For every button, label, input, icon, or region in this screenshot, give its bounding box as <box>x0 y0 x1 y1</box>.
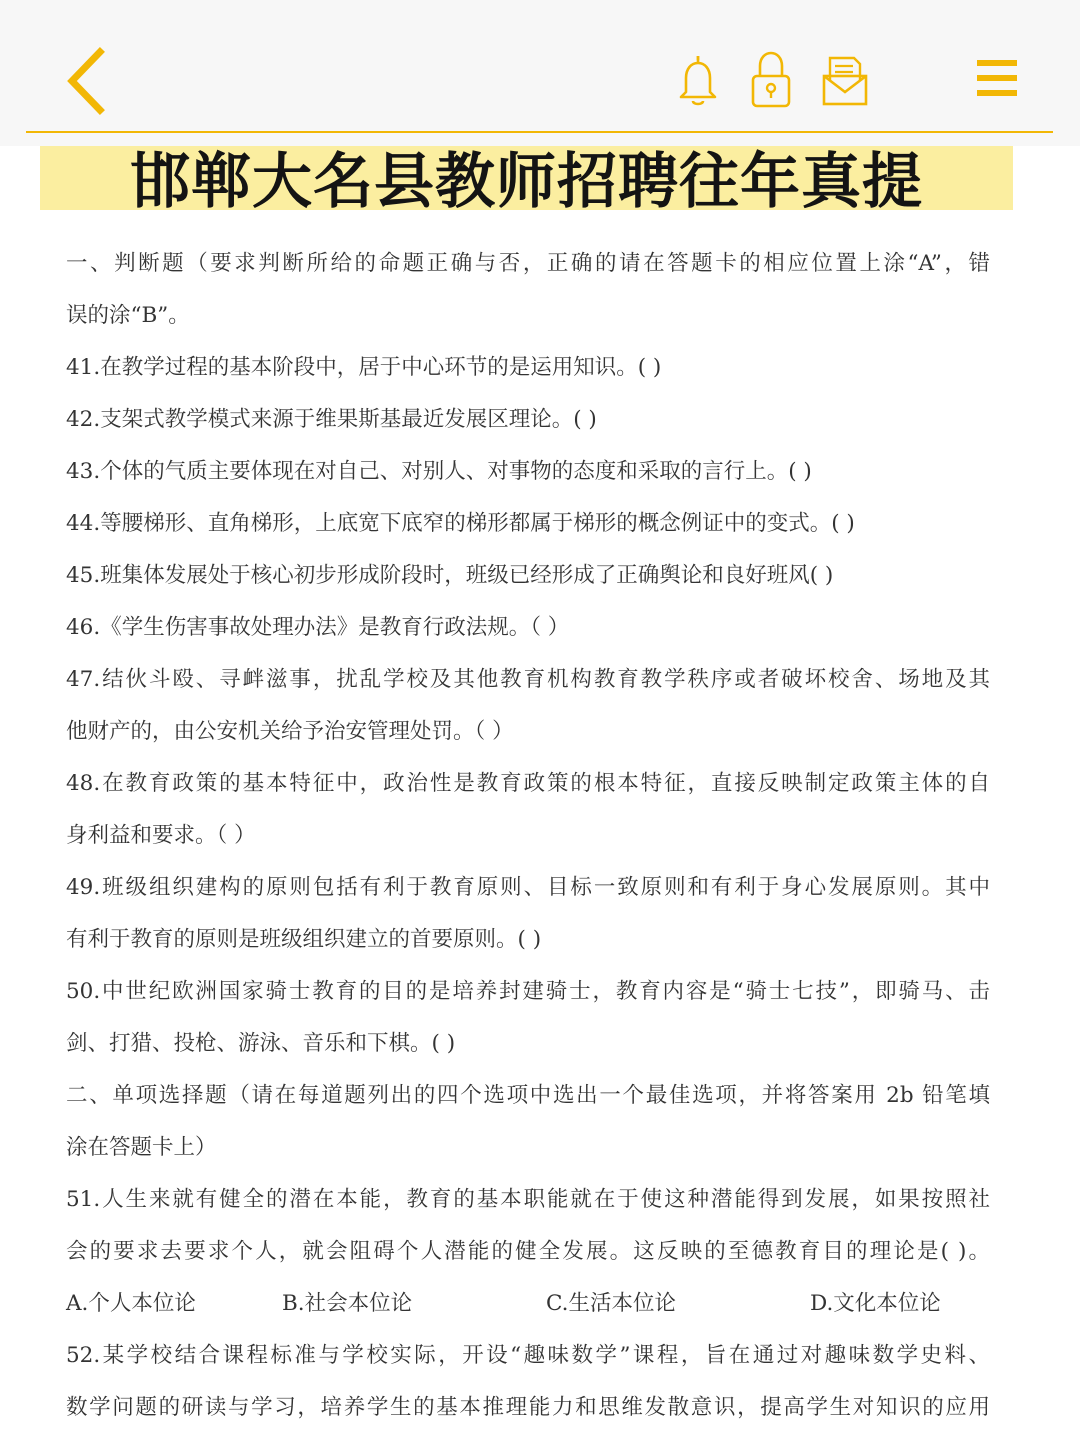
text-line: 42.支架式教学模式来源于维果斯基最近发展区理论。( ) <box>66 407 597 432</box>
exam-content <box>66 238 990 1434</box>
answer-options <box>66 1278 990 1330</box>
option-c: C.生活本位论 <box>546 1291 677 1316</box>
lock-icon[interactable] <box>748 50 794 110</box>
text-line: 46.《学生伤害事故处理办法》是教育行政法规。（ ） <box>66 615 570 640</box>
top-navigation-bar <box>0 0 1080 146</box>
text-line: 49.班级组织建构的原则包括有利于教育原则、目标一致原则和有利于身心发展原则。其中 <box>66 875 990 900</box>
text-line: 47.结伙斗殴、寻衅滋事，扰乱学校及其他教育机构教育教学秩序或者破坏校舍、场地及其 <box>66 667 990 692</box>
text-line: 他财产的，由公安机关给予治安管理处罚。（ ） <box>66 719 514 744</box>
text-line: 44.等腰梯形、直角梯形，上底宽下底窄的梯形都属于梯形的概念例证中的变式。( ) <box>66 511 855 536</box>
option-a: A.个人本位论 <box>66 1291 196 1316</box>
option-d: D.文化本位论 <box>810 1291 941 1316</box>
text-line: 身利益和要求。（ ） <box>66 823 256 848</box>
text-line: 45.班集体发展处于核心初步形成阶段时，班级已经形成了正确舆论和良好班风( ) <box>66 563 834 588</box>
text-line: 52.某学校结合课程标准与学校实际，开设“趣味数学”课程，旨在通过对趣味数学史料、 <box>66 1343 990 1368</box>
text-line: 误的涂“B”。 <box>66 303 190 328</box>
text-line: 二、单项选择题（请在每道题列出的四个选项中选出一个最佳选项，并将答案用 2b 铅笔填 <box>66 1083 990 1108</box>
text-line: 有利于教育的原则是班级组织建立的首要原则。( ) <box>66 927 542 952</box>
header-divider <box>26 131 1053 133</box>
option-b: B.社会本位论 <box>282 1291 413 1316</box>
page-title: 邯郸大名县教师招聘往年真提 <box>130 147 923 217</box>
text-line: 会的要求去要求个人，就会阻碍个人潜能的健全发展。这反映的至德教育目的理论是( )。 <box>66 1239 990 1264</box>
bell-icon[interactable] <box>674 52 722 108</box>
mail-icon[interactable] <box>820 54 870 108</box>
text-line: 涂在答题卡上） <box>66 1135 217 1160</box>
text-line: 43.个体的气质主要体现在对自己、对别人、对事物的态度和采取的言行上。( ) <box>66 459 812 484</box>
text-line: 50.中世纪欧洲国家骑士教育的目的是培养封建骑士，教育内容是“骑士七技”，即骑马、击 <box>66 979 990 1004</box>
menu-icon[interactable] <box>974 58 1020 98</box>
text-line: 41.在教学过程的基本阶段中，居于中心环节的是运用知识。( ) <box>66 355 662 380</box>
text-line: 48.在教育政策的基本特征中，政治性是教育政策的根本特征，直接反映制定政策主体的自 <box>66 771 990 796</box>
text-line: 剑、打猎、投枪、游泳、音乐和下棋。( ) <box>66 1031 456 1056</box>
back-chevron-icon[interactable] <box>62 46 110 116</box>
text-line: 数学问题的研读与学习，培养学生的基本推理能力和思维发散意识，提高学生对知识的应用 <box>66 1395 990 1420</box>
text-line: 51.人生来就有健全的潜在本能，教育的基本职能就在于使这种潜能得到发展，如果按照社 <box>66 1187 990 1212</box>
text-line: 一、判断题（要求判断所给的命题正确与否，正确的请在答题卡的相应位置上涂“A”，错 <box>66 251 990 276</box>
